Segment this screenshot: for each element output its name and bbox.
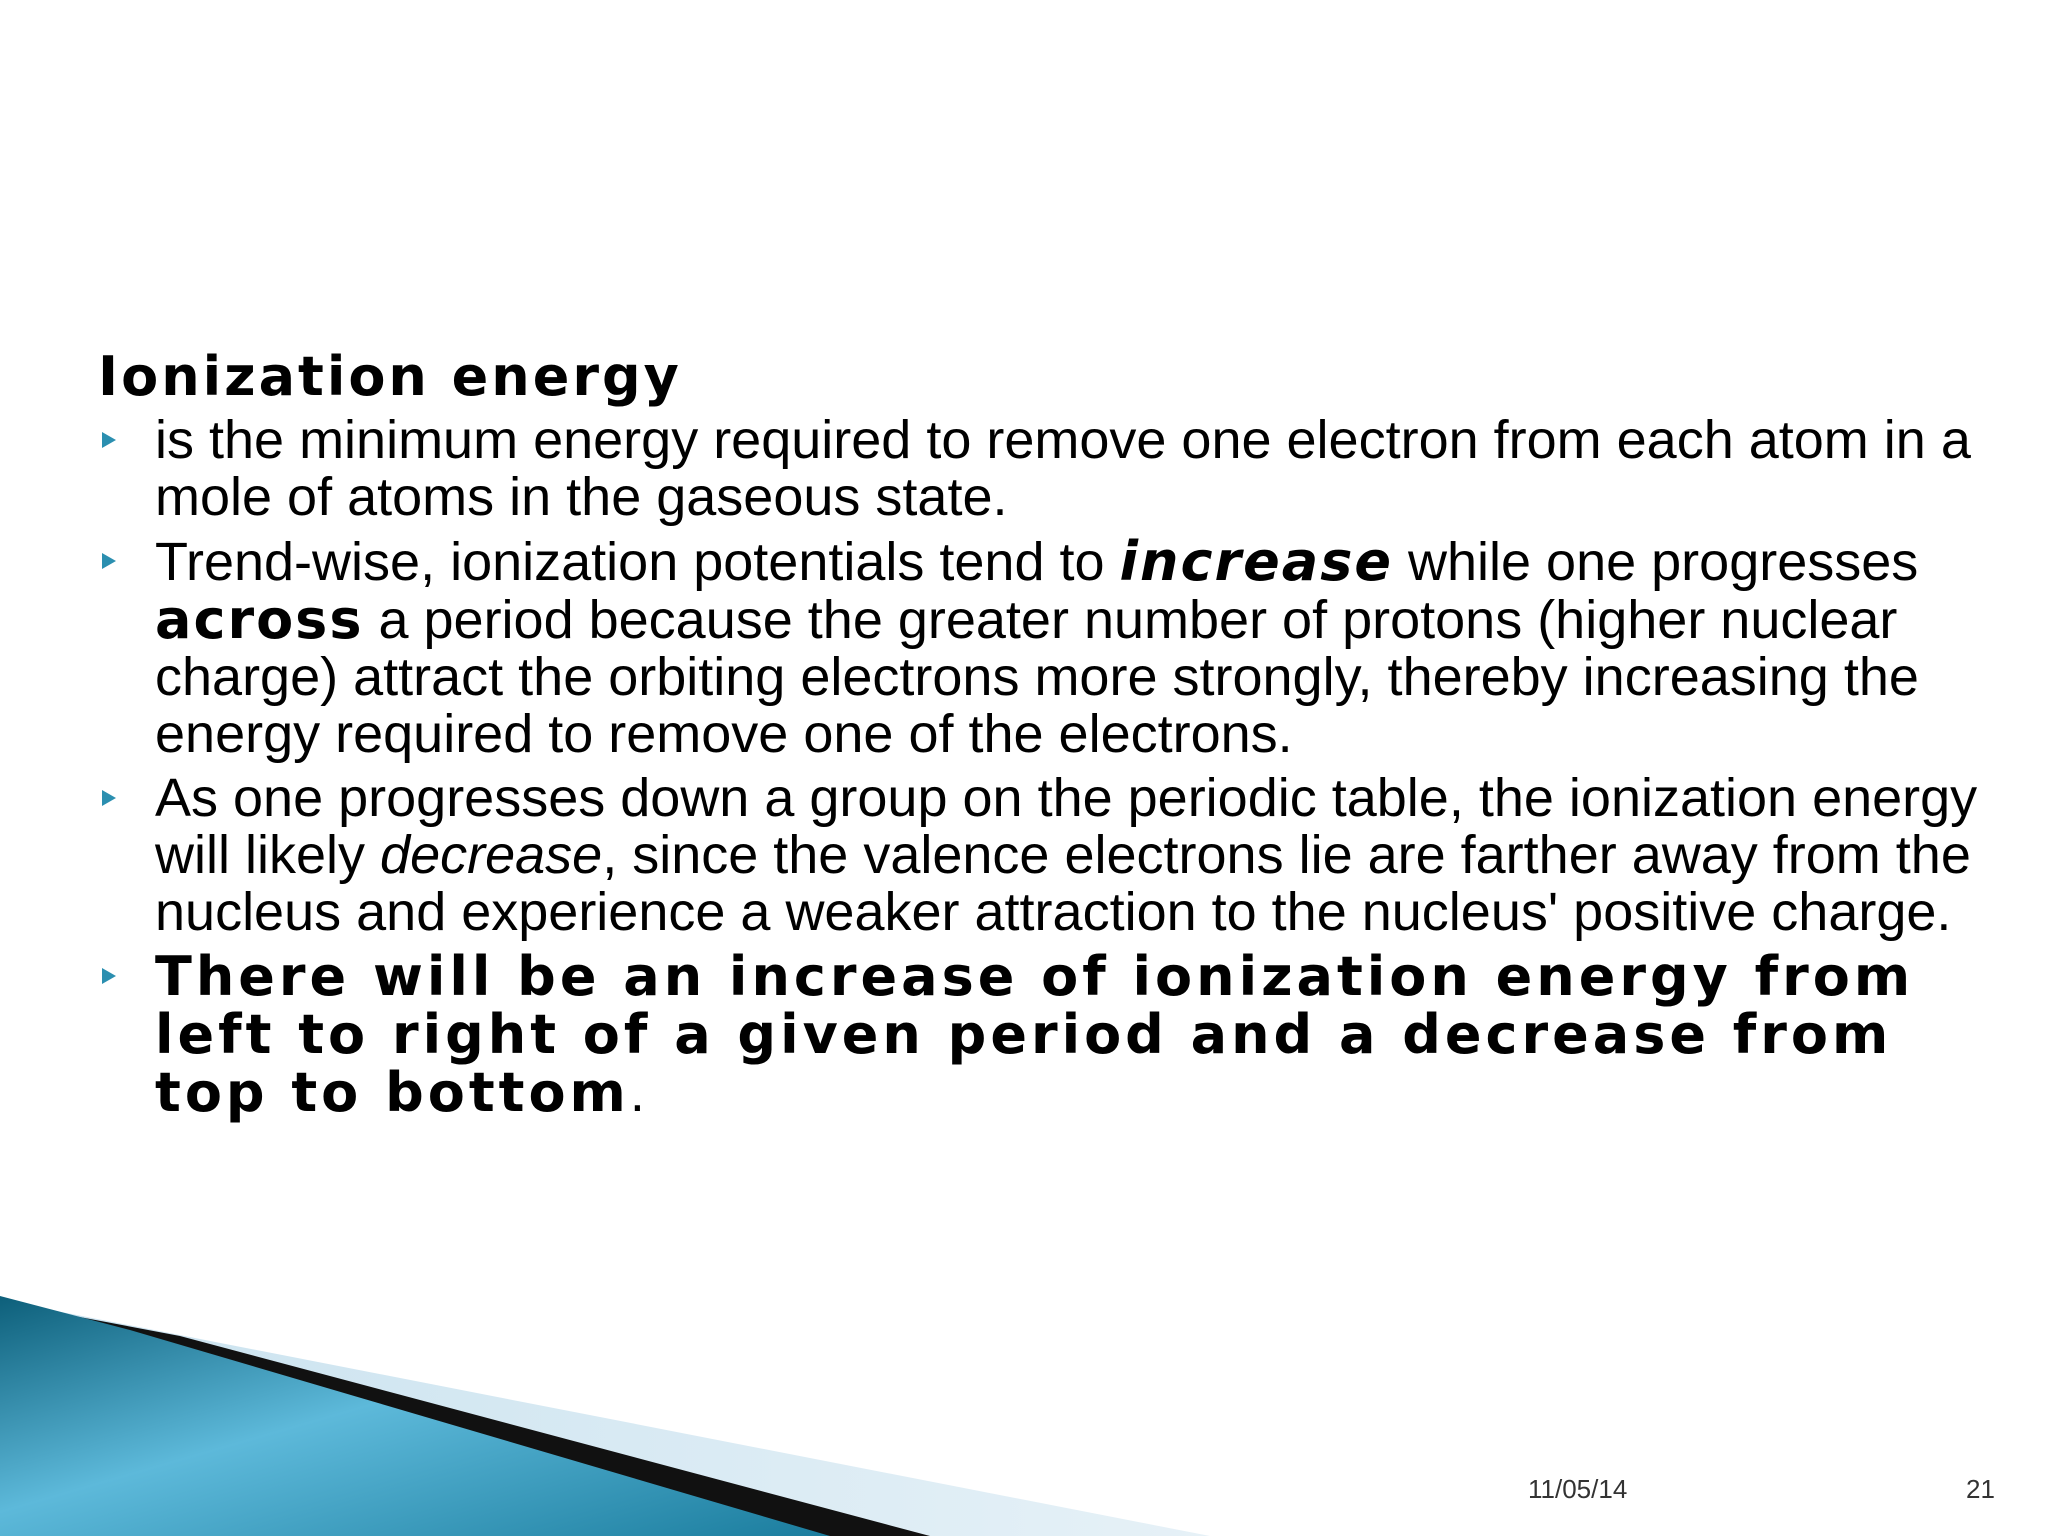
triangle-bullet-icon <box>102 968 116 984</box>
bullet-item <box>98 530 2008 764</box>
bullet-text: a period because the greater number of protons (higher nuclear charge) attract the orbiting electrons more strongly, thereby increasing the energy required to remove one of the electrons. <box>155 590 1919 764</box>
blue-band <box>0 1296 830 1536</box>
summary-period: . <box>629 1063 645 1123</box>
pale-band <box>0 1300 1210 1536</box>
bullet-list <box>98 412 2008 1122</box>
summary-text: There will be an increase of ionization energy from left to right of a given period and a decrease from top to bottom <box>155 945 1915 1124</box>
emphasis-increase: increase <box>1119 530 1393 593</box>
emphasis-across: across <box>155 588 364 651</box>
emphasis-decrease: decrease <box>380 825 603 885</box>
slide-content <box>98 344 2008 1129</box>
footer-date: 11/05/14 <box>1528 1474 1628 1504</box>
bullet-item <box>98 412 2008 526</box>
bullet-text: Trend-wise, ionization potentials tend to <box>155 532 1120 592</box>
bullet-text: is the minimum energy required to remove one electron from each atom in a mole of atoms in the gaseous state. <box>155 410 1971 527</box>
bullet-item <box>98 770 2008 941</box>
triangle-bullet-icon <box>102 790 116 806</box>
slide-heading: Ionization energy <box>98 345 682 408</box>
triangle-bullet-icon <box>102 553 116 569</box>
bullet-text: , since the valence electrons lie are farther away from the nucleus and experience a weaker attraction to the nucleus' positive charge. <box>155 825 1971 942</box>
bullet-text: while one progresses <box>1392 532 1919 592</box>
triangle-bullet-icon <box>102 432 116 448</box>
black-stripe <box>0 1302 930 1536</box>
bullet-item <box>98 945 2008 1124</box>
slide-number: 21 <box>1966 1474 1995 1504</box>
bullet-text: As one progresses down a group on the periodic table, the ionization energy will likely <box>155 768 1978 885</box>
